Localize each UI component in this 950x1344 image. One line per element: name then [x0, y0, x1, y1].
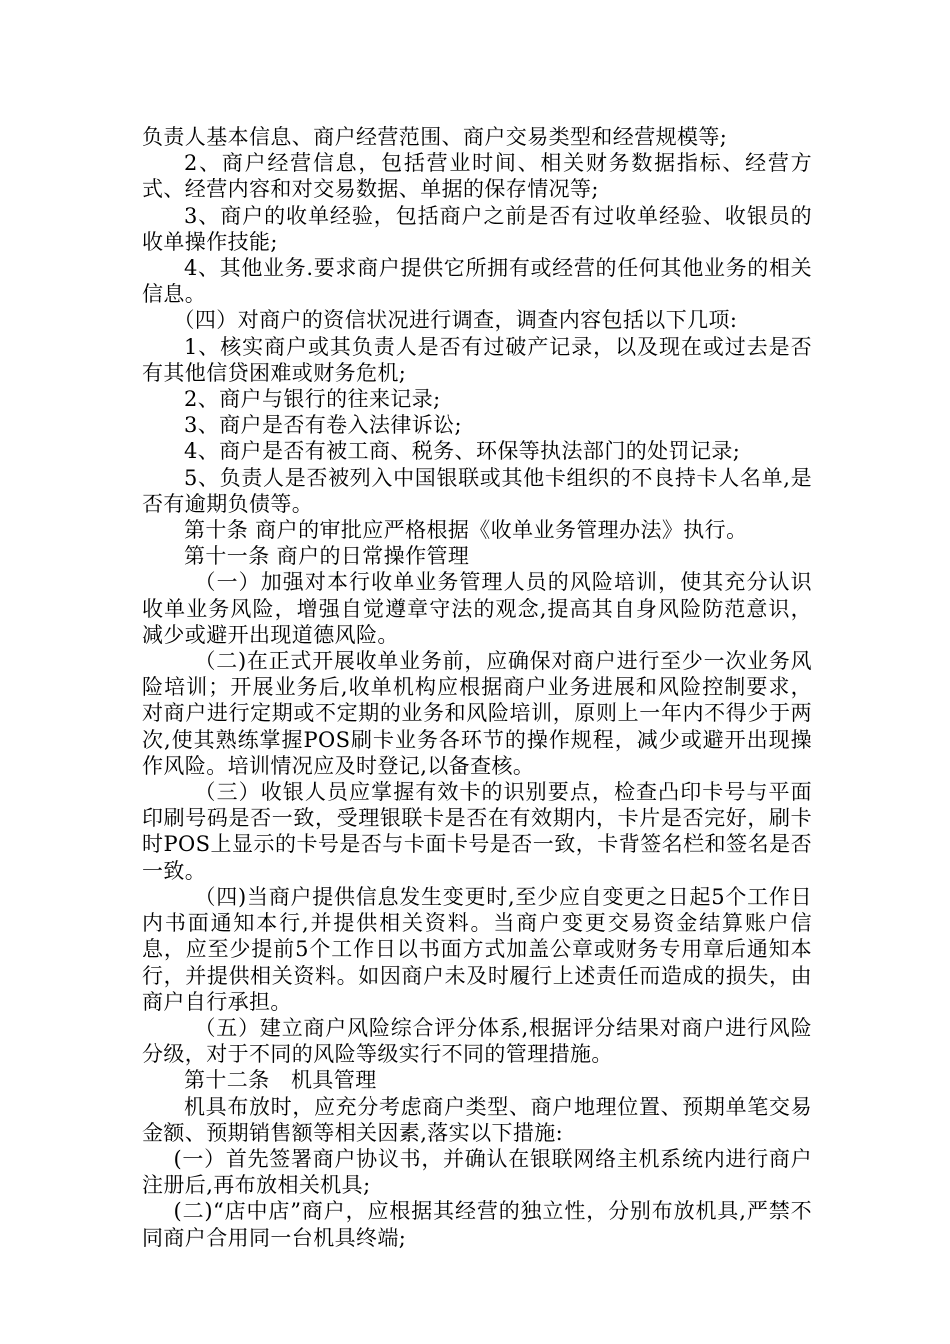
paragraph-5: （四）对商户的资信状况进行调查，调查内容包括以下几项: [173, 308, 738, 333]
paragraph-8: 3、商户是否有卷入法律诉讼; [184, 413, 463, 438]
paragraph-19: 机具布放时，应充分考虑商户类型、商户地理位置、预期单笔交易金额、预期销售额等相关因素,落实以下措施: [142, 1094, 812, 1145]
paragraph-13: （一）加强对本行收单业务管理人员的风险培训，使其充分认识收单业务风险，增强自觉遵章守法的观念,提高其自身风险防范意识，减少或避开出现道德风险。 [142, 570, 812, 647]
paragraph-14: （二)在正式开展收单业务前，应确保对商户进行至少一次业务风险培训；开展业务后,收单机构应根据商户业务进展和风险控制要求，对商户进行定期或不定期的业务和风险培训，原则上一年内不得少于两次,使其熟练掌握POS刷卡业务各环节的操作规程，减少或避开出现操作风险。培训情况应及时登记,以备查核。 [142, 649, 812, 778]
paragraph-17: （五）建立商户风险综合评分体系,根据评分结果对商户进行风险分级，对于不同的风险等级实行不同的管理措施。 [142, 1015, 812, 1067]
paragraph-15: （三）收银人员应掌握有效卡的识别要点，检查凸印卡号与平面印刷号码是否一致，受理银联卡是否在有效期内，卡片是否完好，刷卡时POS上显示的卡号是否与卡面卡号是否一致，卡背签名栏和签名是否一致。 [142, 780, 812, 883]
paragraph-10: 5、负责人是否被列入中国银联或其他卡组织的不良持卡人名单,是否有逾期负债等。 [142, 465, 812, 516]
paragraph-21: (二)“店中店”商户，应根据其经营的独立性，分别布放机具,严禁不同商户合用同一台机具终端; [142, 1199, 812, 1250]
article-12-heading: 第十二条 机具管理 [184, 1068, 377, 1093]
paragraph-3: 3、商户的收单经验，包括商户之前是否有过收单经验、收银员的收单操作技能; [142, 203, 812, 254]
paragraph-1: 负责人基本信息、商户经营范围、商户交易类型和经营规模等; [142, 125, 728, 149]
paragraph-6: 1、核实商户或其负责人是否有过破产记录，以及现在或过去是否有其他信贷困难或财务危机; [142, 334, 812, 385]
paragraph-20: (一）首先签署商户协议书，并确认在银联网络主机系统内进行商户注册后,再布放相关机具; [142, 1146, 812, 1198]
paragraph-7: 2、商户与银行的往来记录; [184, 387, 441, 412]
paragraph-2: 2、商户经营信息，包括营业时间、相关财务数据指标、经营方式、经营内容和对交易数据、单据的保存情况等; [142, 151, 812, 202]
paragraph-9: 4、商户是否有被工商、税务、环保等执法部门的处罚记录; [184, 439, 741, 464]
paragraph-16: （四)当商户提供信息发生变更时,至少应自变更之日起5个工作日内书面通知本行,并提供相关资料。当商户变更交易资金结算账户信息，应至少提前5个工作日以书面方式加盖公章或财务专用章后通知本行，并提供相关资料。如因商户未及时履行上述责任而造成的损失，由商户自行承担。 [142, 884, 812, 1014]
article-10-heading: 第十条 商户的审批应严格根据《收单业务管理办法》执行。 [184, 518, 748, 543]
article-11-heading: 第十一条 商户的日常操作管理 [184, 544, 470, 569]
paragraph-4: 4、其他业务.要求商户提供它所拥有或经营的任何其他业务的相关信息。 [142, 256, 812, 307]
document-body [142, 124, 812, 1251]
